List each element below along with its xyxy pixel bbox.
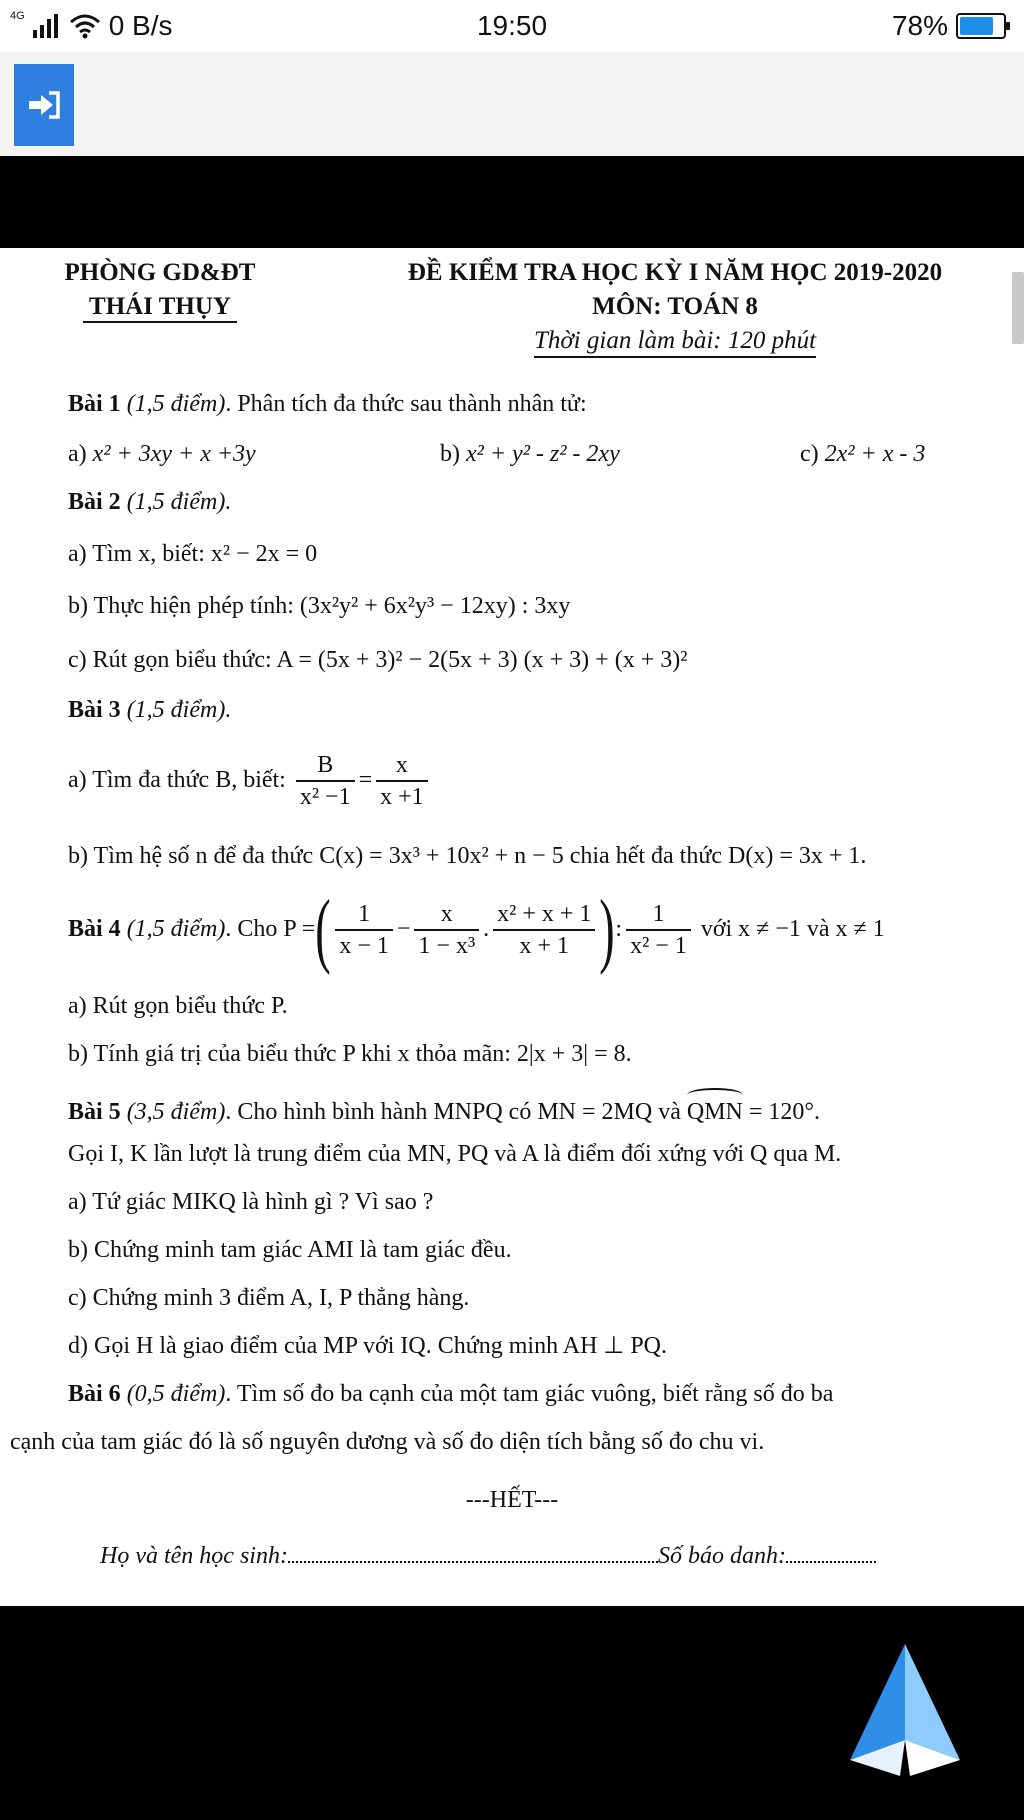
bai1-points: (1,5 điểm) — [126, 391, 226, 417]
bai4-b-expr: 2|x + 3| = 8. — [516, 1041, 632, 1067]
paper-plane-logo-icon — [840, 1640, 970, 1780]
bai2-heading — [68, 486, 231, 518]
bai3-b-text: b) Tìm hệ số n để đa thức — [68, 843, 314, 869]
bai4-a: a) Rút gọn biểu thức P. — [68, 993, 288, 1019]
candidate-number-label: Số báo danh: — [657, 1543, 786, 1569]
bai3-heading — [68, 694, 231, 726]
status-bar — [0, 0, 1024, 52]
bai6-heading — [68, 1378, 833, 1410]
bai4-frac2 — [414, 899, 479, 961]
document-page[interactable] — [0, 248, 1024, 1606]
bai4-b-text: b) Tính giá trị của biểu thức P khi x thỏa mãn: — [68, 1041, 511, 1067]
bai3-frac-x-num: x — [376, 750, 428, 782]
bai2-b-expr: (3x²y² + 6x²y³ − 12xy) : 3xy — [299, 593, 571, 619]
bai3-a-text: a) Tìm đa thức B, biết: — [68, 767, 286, 793]
bai4-p-eq: P = — [283, 916, 316, 942]
bai1-b-expr: x² + y² - z² - 2xy — [466, 441, 620, 467]
bai3-frac-x-den: x +1 — [380, 784, 424, 811]
bai4-condition: với x ≠ −1 và x ≠ 1 — [700, 916, 885, 942]
bai2-c-text: c) Rút gọn biểu thức: — [68, 647, 272, 673]
bai5-line2: Gọi I, K lần lượt là trung điểm của MN, PQ và A là điểm đối xứng với Q qua M. — [68, 1141, 842, 1167]
bai5-b: b) Chứng minh tam giác AMI là tam giác đều. — [68, 1237, 512, 1263]
district: THÁI THỤY — [83, 293, 237, 323]
network-type: 4G — [10, 10, 25, 22]
status-right — [892, 10, 1006, 42]
bai5-d: d) Gọi H là giao điểm của MP với IQ. Chứng minh AH ⊥ PQ. — [68, 1333, 668, 1359]
bai2-c — [68, 644, 687, 676]
bai3-frac-b — [296, 750, 355, 812]
bai4-title: Bài 4 — [68, 916, 121, 942]
bai4-frac2-num: x — [414, 899, 479, 931]
bai2-c-expr: A = (5x + 3)² − 2(5x + 3) (x + 3) + (x + 3)² — [276, 647, 688, 673]
bai4-close-paren: ) — [599, 883, 616, 977]
bai2-title: Bài 2 — [68, 489, 121, 515]
bai1-c-label: c) — [800, 441, 819, 467]
exam-duration: Thời gian làm bài: 120 phút — [534, 326, 816, 358]
bai3-b-expr1: C(x) = 3x³ + 10x² + n − 5 — [319, 843, 564, 869]
bai5-heading — [68, 1090, 820, 1128]
bai4-b — [68, 1038, 632, 1070]
bai1-a — [68, 438, 256, 470]
bai4-frac4 — [626, 899, 691, 961]
bai3-b — [68, 840, 866, 872]
bai4-frac4-den: x² − 1 — [630, 933, 687, 960]
bai1-a-label: a) — [68, 441, 87, 467]
bai3-points: (1,5 điểm). — [126, 697, 232, 723]
bai2-a-text: a) Tìm x, biết: — [68, 541, 205, 567]
bai4-heading: Bài 4 (1,5 điểm). Cho P =( $\frac{1}{x - 1}$ − $\frac{x}{\text{1 − x³}}$ . $\frac{\text{x² + x + 1}}{x + 1}$ ): $\frac{1}{\text{x² − 1}}$ với x ≠ −1 và x ≠ 1 — [68, 883, 885, 977]
bai2-b — [68, 590, 570, 622]
battery-fill — [960, 17, 993, 35]
bai3-frac-b-num: B — [296, 750, 355, 782]
student-name-blank — [288, 1541, 658, 1563]
bai2-a-expr: x² − 2x = 0 — [210, 541, 318, 567]
bai5-title: Bài 5 — [68, 1099, 121, 1125]
top-black-band — [0, 156, 1024, 248]
bai5-c: c) Chứng minh 3 điểm A, I, P thẳng hàng. — [68, 1285, 470, 1311]
bai1-c — [800, 438, 925, 470]
battery-icon — [956, 13, 1006, 39]
header-left — [40, 256, 280, 324]
bai5-angle: QMN — [687, 1090, 743, 1128]
bai4-frac3-num: x² + x + 1 — [493, 899, 595, 931]
student-name-label: Họ và tên học sinh: — [100, 1543, 288, 1569]
bai4-points: (1,5 điểm) — [126, 916, 226, 942]
clock: 19:50 — [476, 10, 548, 41]
bai1-a-expr: x² + 3xy + x +3y — [92, 441, 256, 467]
bai5-angle-value: = 120°. — [748, 1099, 821, 1125]
bai2-points: (1,5 điểm). — [126, 489, 232, 515]
bai1-b-label: b) — [440, 441, 460, 467]
toolbar — [0, 52, 1024, 156]
data-rate: 0 B/s — [108, 10, 173, 41]
bai5-points: (3,5 điểm) — [126, 1099, 226, 1125]
bai3-b-mid: chia hết đa thức — [569, 843, 722, 869]
bai3-b-expr2: D(x) = 3x + 1. — [728, 843, 867, 869]
bai6-line2: cạnh của tam giác đó là số nguyên dương và số đo diện tích bằng số đo chu vi. — [10, 1429, 765, 1455]
candidate-number-blank — [786, 1541, 876, 1563]
bai1-c-expr: 2x² + x - 3 — [824, 441, 926, 467]
bai5-text: . Cho hình bình hành MNPQ có MN = 2MQ và — [225, 1099, 681, 1125]
bai1-title: Bài 1 — [68, 391, 121, 417]
subject: MÔN: TOÁN 8 — [592, 293, 758, 320]
bai4-frac3 — [493, 899, 595, 961]
bai4-frac2-den: 1 − x³ — [418, 933, 476, 960]
bai1-heading — [68, 388, 587, 420]
scrollbar-thumb[interactable] — [1012, 272, 1024, 344]
header-right — [350, 256, 1000, 358]
battery-percent: 78% — [891, 10, 948, 41]
bai6-text: . Tìm số đo ba cạnh của một tam giác vuông, biết rằng số đo ba — [225, 1381, 834, 1407]
department: PHÒNG GD&ĐT — [64, 259, 256, 286]
bai3-frac-b-den: x² −1 — [299, 784, 351, 811]
bai4-frac4-num: 1 — [626, 899, 691, 931]
bai1-b — [440, 438, 620, 470]
bai4-frac1 — [335, 899, 393, 961]
bai3-a: a) Tìm đa thức B, biết: $\frac{B}{\text{x² −1}}$ = $\frac{x}{x +1}$ — [68, 748, 432, 812]
end-marker: ---HẾT--- — [465, 1487, 559, 1513]
footer-line — [100, 1540, 876, 1572]
bai4-text: . Cho — [225, 916, 278, 942]
exam-title: ĐỀ KIỂM TRA HỌC KỲ I NĂM HỌC 2019-2020 — [407, 259, 943, 286]
bai4-frac1-den: x − 1 — [339, 933, 389, 960]
bai3-title: Bài 3 — [68, 697, 121, 723]
bai2-b-text: b) Thực hiện phép tính: — [68, 593, 294, 619]
bai3-frac-x — [376, 750, 428, 812]
bai4-frac3-den: x + 1 — [519, 933, 570, 960]
bai4-open-paren: ( — [315, 883, 332, 977]
bai6-points: (0,5 điểm) — [126, 1381, 226, 1407]
bai4-frac1-num: 1 — [335, 899, 393, 931]
bai2-a — [68, 538, 317, 570]
login-arrow-icon — [27, 90, 61, 120]
login-button[interactable] — [14, 64, 74, 146]
bai5-a: a) Tứ giác MIKQ là hình gì ? Vì sao ? — [68, 1189, 434, 1215]
bai1-text: . Phân tích đa thức sau thành nhân tử: — [225, 391, 587, 417]
bai6-title: Bài 6 — [68, 1381, 121, 1407]
